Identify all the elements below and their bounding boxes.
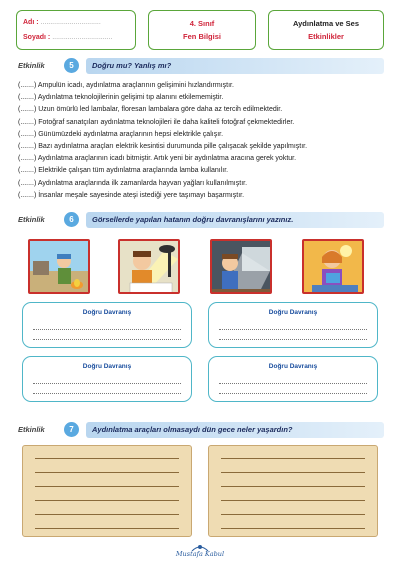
answer-card-1[interactable] xyxy=(22,302,192,348)
activity6-badge-word: Etkinlik xyxy=(18,215,45,224)
answer-card-3[interactable] xyxy=(22,356,192,402)
writing-line[interactable] xyxy=(35,458,179,459)
activity7-badge-word: Etkinlik xyxy=(18,425,45,434)
answer-line[interactable] xyxy=(33,329,181,330)
illustration-boy-desk-lamp xyxy=(118,239,180,294)
activity5-badge-word: Etkinlik xyxy=(18,61,45,70)
writing-area-left[interactable] xyxy=(22,445,192,537)
statement-item[interactable]: (.......) Aydınlatma araçlarında ilk zamanlarda hayvan yağları kullanılmıştır. xyxy=(18,179,248,187)
answer-line[interactable] xyxy=(219,339,367,340)
answer-line[interactable] xyxy=(33,339,181,340)
activity6-number-badge: 6 xyxy=(64,212,79,227)
topic-subtitle: Etkinlikler xyxy=(308,32,344,41)
answer-card-title: Doğru Davranış xyxy=(82,363,132,370)
writing-line[interactable] xyxy=(221,458,365,459)
activity6-title: Görsellerde yapılan hatanın doğru davranışlarını yazınız. xyxy=(92,215,294,224)
author-signature: Mustafa Kabul xyxy=(175,550,225,558)
writing-area-right[interactable] xyxy=(208,445,378,537)
writing-line[interactable] xyxy=(35,486,179,487)
signature-logo-icon xyxy=(170,540,230,550)
activity7-title: Aydınlatma araçları olmasaydı dün gece neler yaşardın? xyxy=(92,425,293,434)
activity7-number-badge: 7 xyxy=(64,422,79,437)
name-field[interactable]: ............................... xyxy=(40,19,101,26)
statement-item[interactable]: (.......) İnsanlar meşale sayesinde ateşi istediği yere taşımayı başarmıştır. xyxy=(18,191,245,199)
writing-line[interactable] xyxy=(221,500,365,501)
surname-field[interactable]: ............................... xyxy=(52,34,113,41)
activity5-title: Doğru mu? Yanlış mı? xyxy=(92,61,172,70)
activity5-number-badge: 5 xyxy=(64,58,79,73)
illustration-child-tv xyxy=(210,239,272,294)
answer-line[interactable] xyxy=(219,393,367,394)
surname-label: Soyadı : xyxy=(23,34,51,41)
name-row[interactable] xyxy=(23,15,129,30)
statement-item[interactable]: (.......) Günümüzdeki aydınlatma araçlarının hepsi elektrikle çalışır. xyxy=(18,130,224,138)
statement-item[interactable]: (.......) Bazı aydınlatma araçları elektrik kesintisi durumunda pille çalışacak şekilde yapılmıştır. xyxy=(18,143,308,151)
writing-line[interactable] xyxy=(35,514,179,515)
illustration-girl-reading xyxy=(302,239,364,294)
student-info-box xyxy=(16,10,136,50)
topic-title: Aydınlatma ve Ses xyxy=(292,19,359,28)
class-subject-box xyxy=(148,10,256,50)
writing-line[interactable] xyxy=(35,528,179,529)
statement-item[interactable]: (.......) Aydınlatma araçlarının icadı bitmiştir. Artık yeni bir aydınlatma aracına gerek yoktur. xyxy=(18,155,297,163)
statement-item[interactable]: (.......) Aydınlatma teknolojilerinin gelişimi tıp alanını etkilememiştir. xyxy=(18,94,224,102)
answer-line[interactable] xyxy=(33,393,181,394)
statement-item[interactable]: (.......) Fotoğraf sanatçıları aydınlatma teknolojileri ile daha kaliteli fotoğraf çekmektedirler. xyxy=(18,118,295,126)
writing-line[interactable] xyxy=(221,486,365,487)
name-label: Adı : xyxy=(23,19,39,26)
writing-line[interactable] xyxy=(221,528,365,529)
topic-box xyxy=(268,10,384,50)
grade-label: 4. Sınıf xyxy=(189,19,215,28)
statement-item[interactable]: (.......) Uzun ömürlü led lambalar, floresan lambalara göre daha az tercih edilmektedir. xyxy=(18,106,283,114)
writing-line[interactable] xyxy=(221,514,365,515)
illustration-boy-fire xyxy=(28,239,90,294)
writing-line[interactable] xyxy=(35,472,179,473)
writing-line[interactable] xyxy=(221,472,365,473)
answer-card-title: Doğru Davranış xyxy=(268,309,318,316)
answer-line[interactable] xyxy=(219,383,367,384)
statement-item[interactable]: (.......) Ampulün icadı, aydınlatma araçlarının gelişimini hızlandırmıştır. xyxy=(18,82,234,89)
statement-item[interactable]: (.......) Elektrikle çalışan tüm aydınlatma araçlarında lamba kullanılır. xyxy=(18,167,229,175)
answer-card-4[interactable] xyxy=(208,356,378,402)
answer-card-2[interactable] xyxy=(208,302,378,348)
answer-card-title: Doğru Davranış xyxy=(82,309,132,316)
subject-label: Fen Bilgisi xyxy=(183,32,221,41)
answer-line[interactable] xyxy=(33,383,181,384)
answer-card-title: Doğru Davranış xyxy=(268,363,318,370)
answer-line[interactable] xyxy=(219,329,367,330)
surname-row[interactable] xyxy=(23,30,129,45)
writing-line[interactable] xyxy=(35,500,179,501)
statement-list xyxy=(18,80,388,202)
